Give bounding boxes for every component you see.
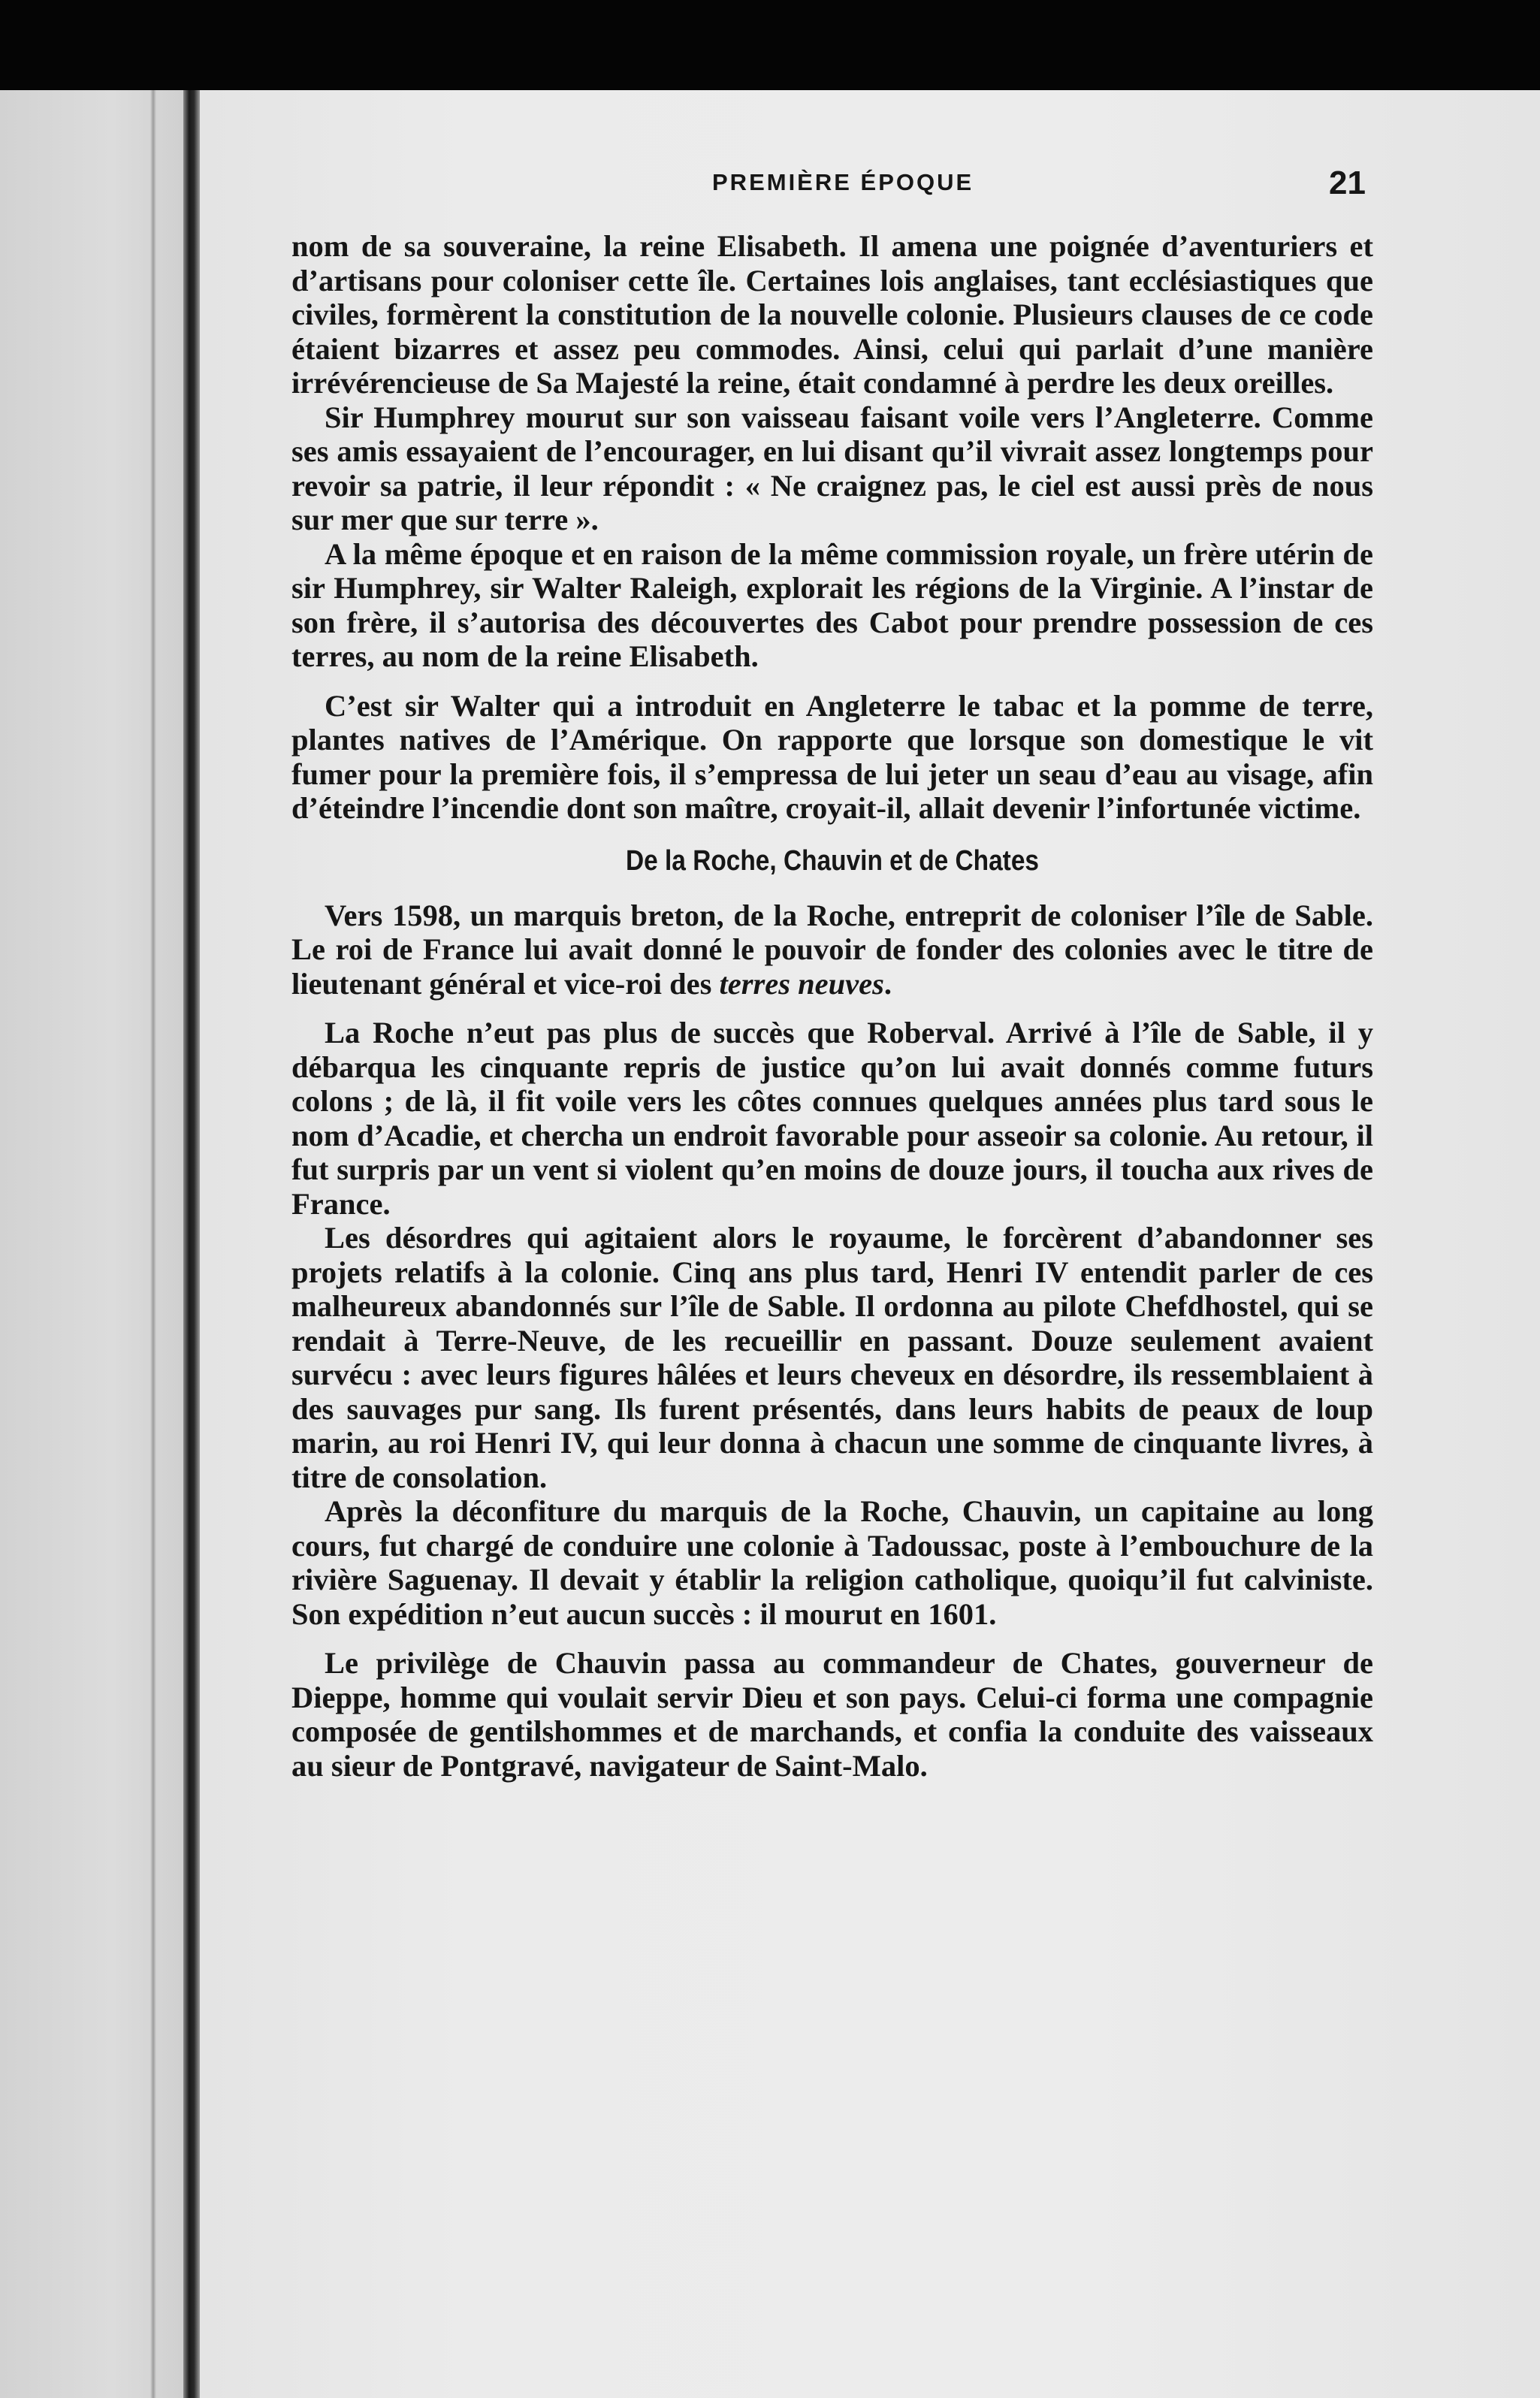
paragraph: C’est sir Walter qui a introduit en Angleterre le tabac et la pomme de terre, plantes natives de l’Amérique. On rapporte que lorsque son domestique le vit fumer pour la première fois, il s’empressa de lui jeter un seau d’eau au visage, afin d’éteindre l’incendie dont son maître, croyait-il, allait devenir l’infortunée victime.: [291, 688, 1373, 825]
text-block: [291, 165, 1373, 1783]
running-head: [291, 165, 1373, 229]
paragraph: La Roche n’eut pas plus de succès que Roberval. Arrivé à l’île de Sable, il y débarqua les cinquante repris de justice qu’on lui avait donnés comme futurs colons ; de là, il fit voile vers les côtes connues quelques années plus tard sous le nom d’Acadie, et chercha un endroit favorable pour asseoir sa colonie. Au retour, il fut surpris par un vent si violent qu’en moins de douze jours, il toucha aux rives de France.: [291, 1016, 1373, 1221]
page-number: 21: [1329, 165, 1366, 201]
paragraph: Après la déconfiture du marquis de la Roche, Chauvin, un capitaine au long cours, fut chargé de conduire une colonie à Tadoussac, poste à l’embouchure de la rivière Saguenay. Il devait y établir la religion catholique, quoiqu’il fut calviniste. Son expédition n’eut aucun succès : il mourut en 1601.: [291, 1494, 1373, 1631]
italic-terms: terres neuves: [719, 966, 884, 1001]
paragraph: nom de sa souveraine, la reine Elisabeth. Il amena une poignée d’aventuriers et d’artisans pour coloniser cette île. Certaines lois anglaises, tant ecclésiastiques que civiles, formèrent la constitution de la nouvelle colonie. Plusieurs clauses de ce code étaient bizarres et assez peu commodes. Ainsi, celui qui parlait d’une manière irrévérencieuse de Sa Majesté la reine, était condamné à perdre les deux oreilles.: [291, 229, 1373, 400]
paragraph: Les désordres qui agitaient alors le royaume, le forcèrent d’abandonner ses projets relatifs à la colonie. Cinq ans plus tard, Henri IV entendit parler de ces malheureux abandonnés sur l’île de Sable. Il ordonna au pilote Chefdhostel, qui se rendait à Terre-Neuve, de les recueillir en passant. Douze seulement avaient survécu : avec leurs figures hâlées et leurs cheveux en désordre, ils ressemblaient à des sauvages pur sang. Ils furent présentés, dans leurs habits de peaux de loup marin, au roi Henri IV, qui leur donna à chacun une somme de cinquante livres, à titre de consolation.: [291, 1221, 1373, 1494]
paragraph-text: Vers 1598, un marquis breton, de la Roche, entreprit de coloniser l’île de Sable. Le roi de France lui avait donné le pouvoir de fonder des colonies avec le titre de lieutenant général et vice-roi des: [291, 898, 1373, 1001]
section-title: De la Roche, Chauvin et de Chates: [625, 844, 1040, 877]
paragraph-end: .: [883, 966, 892, 1001]
paragraph: Le privilège de Chauvin passa au commandeur de Chates, gouverneur de Dieppe, homme qui voulait servir Dieu et son pays. Celui-ci forma une compagnie composée de gentilshommes et de marchands, et confia la conduite des vaisseaux au sieur de Pontgravé, navigateur de Saint-Malo.: [291, 1646, 1373, 1783]
page-shadow: [150, 90, 156, 2398]
running-title: PREMIÈRE ÉPOQUE: [712, 169, 974, 195]
book-spine: [183, 90, 200, 2398]
paragraph-roche: [291, 898, 1373, 1001]
page-gutter: [0, 90, 188, 2398]
paragraph: A la même époque et en raison de la même commission royale, un frère utérin de sir Humphrey, sir Walter Raleigh, explorait les régions de la Virginie. A l’instar de son frère, il s’autorisa des découvertes des Cabot pour prendre possession de ces terres, au nom de la reine Elisabeth.: [291, 536, 1373, 673]
paragraph: Sir Humphrey mourut sur son vaisseau faisant voile vers l’Angleterre. Comme ses amis essayaient de l’encourager, en lui disant qu’il vivrait assez longtemps pour revoir sa patrie, il leur répondit : « Ne craignez pas, le ciel est aussi près de nous sur mer que sur terre ».: [291, 400, 1373, 536]
